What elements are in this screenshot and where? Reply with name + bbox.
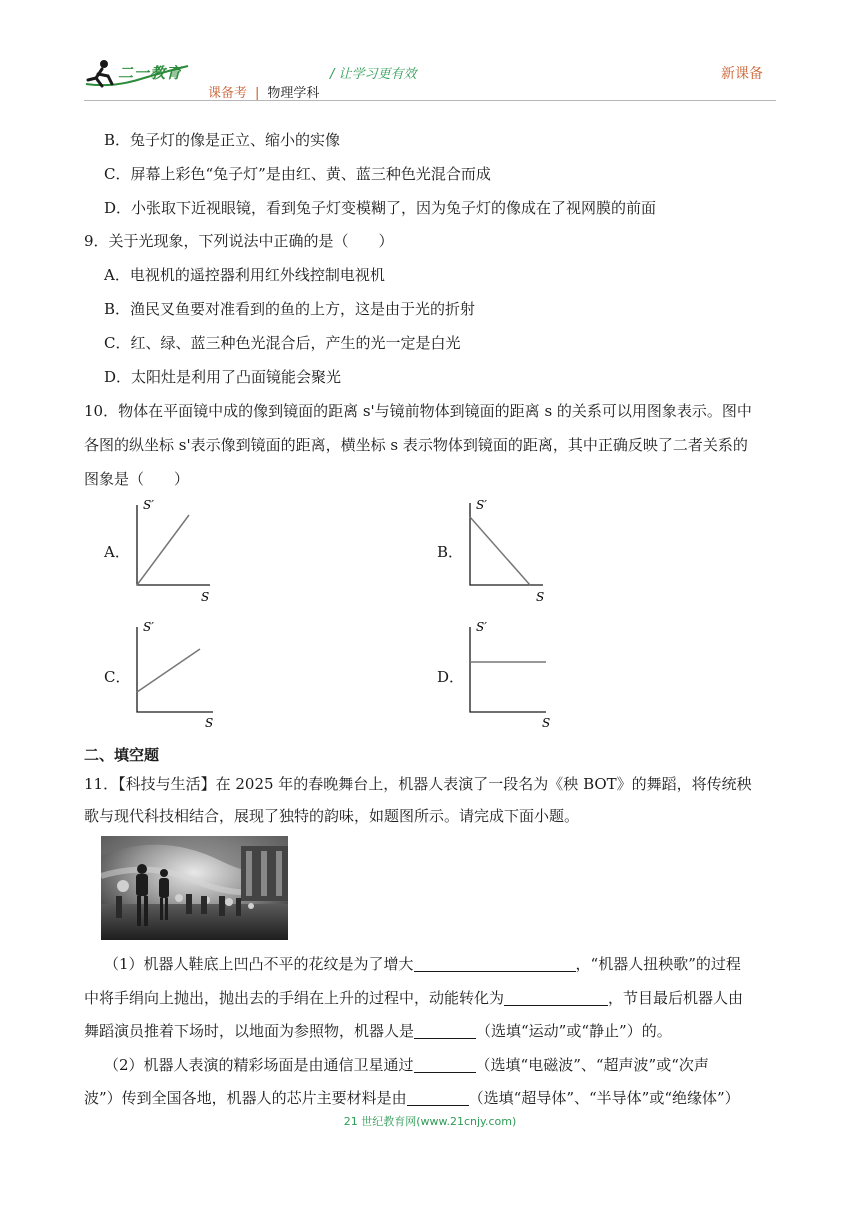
q11-stem-line2: 歌与现代科技相结合，展现了独特的韵味，如题图所示。请完成下面小题。 — [84, 807, 580, 825]
q11-p1-l3-a: 舞蹈演员推着下场时，以地面为参照物，机器人是 — [84, 1022, 415, 1040]
header-right-label: 新课备 — [721, 66, 763, 82]
q11-p2-line1 — [104, 1055, 709, 1075]
q10-graph-a — [125, 495, 225, 605]
robot-dance-photo — [101, 836, 288, 940]
q11-stem-line1: 11．【科技与生活】在 2025 年的春晚舞台上，机器人表演了一段名为《秧 BOT》的舞蹈，将传统秧 — [84, 775, 752, 793]
q9-stem: 9．关于光现象，下列说法中正确的是（ ） — [84, 232, 394, 250]
q9-option-c: C．红、绿、蓝三种色光混合后，产生的光一定是白光 — [104, 334, 461, 352]
header-sub-left: 课备考 — [208, 86, 248, 101]
q11-p1-l1-b: ，“机器人扭秧歌”的过程 — [575, 955, 741, 973]
q11-p1-l2-a: 中将手绢向上抛出，抛出去的手绢在上升的过程中，动能转化为 — [84, 989, 505, 1007]
header-sub-right: 物理学科 — [267, 86, 320, 101]
q9-option-a: A．电视机的遥控器利用红外线控制电视机 — [104, 266, 385, 284]
q11-p1-l3-b: （选填“运动”或“静止”）的。 — [476, 1022, 672, 1040]
q11-p2-l2-b: （选填“超导体”、“半导体”或“绝缘体”） — [468, 1089, 740, 1107]
q11-p1-line3 — [84, 1021, 672, 1041]
q11-p2-l1-a: （2）机器人表演的精彩场面是由通信卫星通过 — [104, 1056, 414, 1074]
q11-blank-motion[interactable] — [414, 1022, 476, 1039]
q11-p1-l1-a: （1）机器人鞋底上凹凸不平的花纹是为了增大 — [104, 955, 414, 973]
q10-graph-b — [458, 495, 558, 605]
logo-text: 二一教育 — [118, 64, 183, 82]
q10-stem-line3: 图象是（ ） — [84, 470, 190, 488]
header-sub-separator: | — [255, 86, 260, 101]
footer-source: 21 世纪教育网(www.21cnjy.com) — [343, 1115, 517, 1128]
header-subtitle — [208, 82, 319, 101]
q11-blank-wave[interactable] — [414, 1056, 476, 1073]
q10-graph-d — [458, 617, 558, 729]
q11-p2-l2-a: 波”）传到全国各地，机器人的芯片主要材料是由 — [84, 1089, 407, 1107]
header-rule — [84, 100, 776, 101]
q10-graph-d-label: D． — [437, 668, 465, 686]
q8-option-b: B．兔子灯的像是正立、缩小的实像 — [104, 131, 341, 149]
q11-blank-energy[interactable] — [504, 989, 608, 1006]
q11-p1-line2 — [84, 988, 743, 1008]
q9-option-d: D．太阳灶是利用了凸面镜能会聚光 — [104, 368, 342, 386]
q10-graph-b-x-label: S — [536, 590, 545, 604]
q11-p1-l2-b: ，节目最后机器人由 — [608, 989, 744, 1007]
q11-blank-material[interactable] — [407, 1089, 469, 1106]
q10-graph-a-y-label: S′ — [143, 498, 154, 512]
q8-option-d: D．小张取下近视眼镜，看到兔子灯变模糊了，因为兔子灯的像成在了视网膜的前面 — [104, 199, 657, 217]
q8-option-c: C．屏幕上彩色“兔子灯”是由红、黄、蓝三种色光混合而成 — [104, 165, 491, 183]
q10-graph-b-y-label: S′ — [476, 498, 487, 512]
q10-graph-c-y-label: S′ — [143, 620, 154, 634]
section-title: 二、填空题 — [84, 746, 160, 764]
q10-graph-c-x-label: S — [205, 716, 214, 729]
q10-graph-c — [125, 617, 225, 729]
q9-option-b: B．渔民叉鱼要对准看到的鱼的上方，这是由于光的折射 — [104, 300, 476, 318]
q10-graph-c-label: C． — [104, 668, 131, 686]
q11-blank-friction[interactable] — [414, 955, 576, 972]
q10-graph-a-label: A． — [104, 543, 130, 561]
q11-p2-l1-b: （选填“电磁波”、“超声波”或“次声 — [475, 1056, 709, 1074]
header-slogan: / 让学习更有效 — [330, 67, 417, 82]
q10-graph-d-x-label: S — [542, 716, 551, 729]
q10-stem-line1: 10．物体在平面镜中成的像到镜面的距离 s'与镜前物体到镜面的距离 s 的关系可以用图象表示。图中 — [84, 402, 752, 420]
q10-graph-d-y-label: S′ — [476, 620, 487, 634]
q10-stem-line2: 各图的纵坐标 s'表示像到镜面的距离，横坐标 s 表示物体到镜面的距离，其中正确反映了二者关系的 — [84, 436, 748, 454]
q10-graph-b-label: B． — [437, 543, 464, 561]
q11-p2-line2 — [84, 1088, 740, 1108]
q11-p1-line1 — [104, 954, 741, 974]
q10-graph-a-x-label: S — [201, 590, 210, 604]
